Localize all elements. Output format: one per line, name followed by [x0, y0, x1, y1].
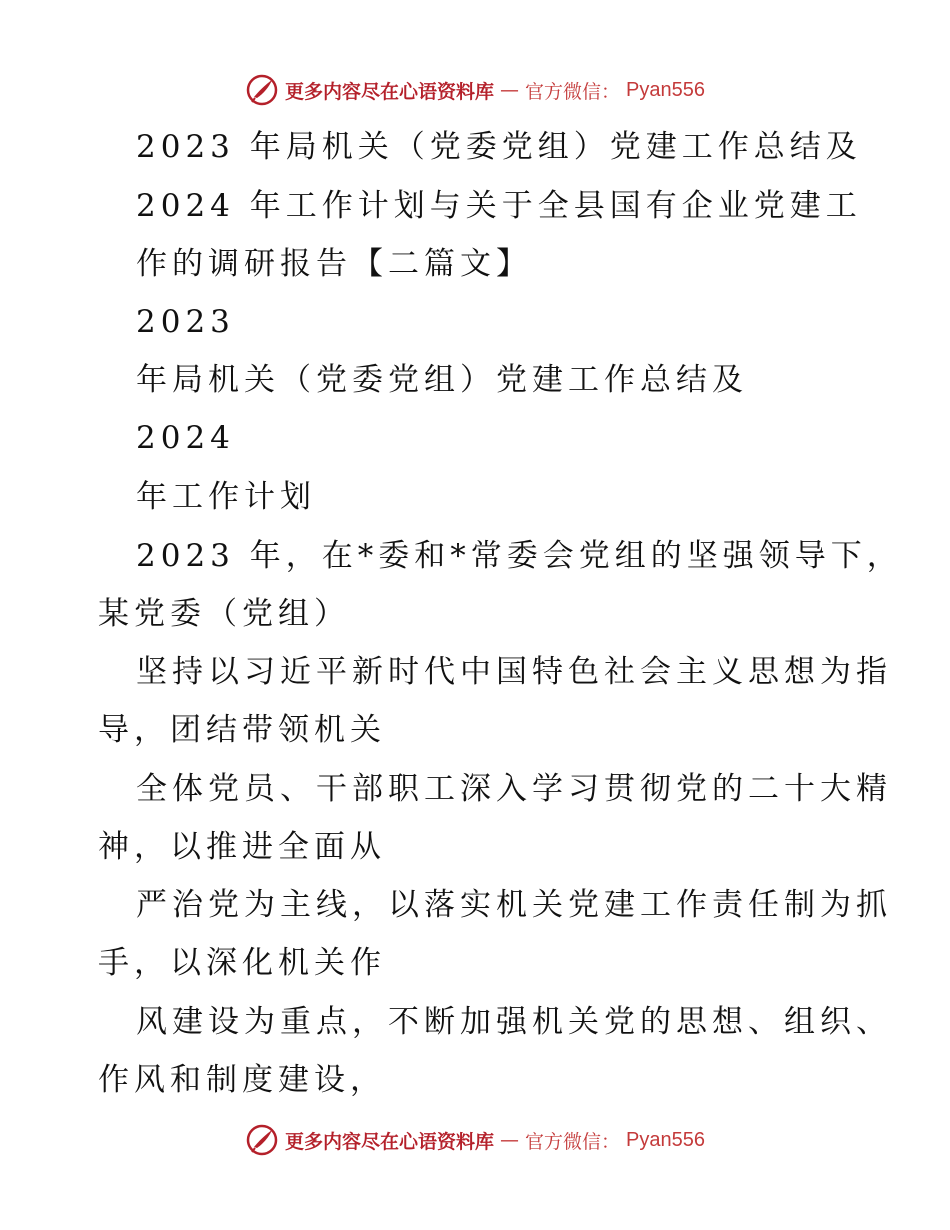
- watermark-text: 更多内容尽在心语资料库: [285, 1130, 495, 1153]
- body-line: 神，以推进全面从: [98, 829, 386, 865]
- footer-watermark: [0, 1120, 950, 1160]
- body-line: 作风和制度建设，: [98, 1062, 386, 1098]
- watermark-account: Pyan556: [626, 1128, 705, 1151]
- title-line-3: 作的调研报告【二篇文】: [136, 246, 532, 282]
- body-line: 全体党员、干部职工深入学习贯彻党的二十大精: [136, 771, 892, 807]
- quill-logo-icon: [245, 73, 279, 107]
- body-line: 风建设为重点，不断加强机关党的思想、组织、: [136, 1004, 892, 1040]
- header-watermark: [0, 70, 950, 110]
- subtitle-year-1: 2023: [136, 304, 235, 340]
- quill-logo-icon: [245, 1123, 279, 1157]
- subtitle-line-1: 年局机关（党委党组）党建工作总结及: [136, 362, 748, 398]
- subtitle-year-2: 2024: [136, 420, 235, 456]
- body-line: 2023 年，在*委和*常委会党组的坚强领导下，: [136, 538, 903, 574]
- watermark-separator: —: [500, 79, 520, 101]
- body-line: 手，以深化机关作: [98, 945, 386, 981]
- title-line-1: 2023 年局机关（党委党组）党建工作总结及: [136, 129, 862, 165]
- body-line: 某党委（党组）: [98, 596, 350, 632]
- watermark-text: 更多内容尽在心语资料库: [285, 80, 495, 103]
- watermark-official-label: 官方微信：: [525, 80, 621, 103]
- watermark-official-label: 官方微信：: [525, 1130, 621, 1153]
- body-line: 导，团结带领机关: [98, 712, 386, 748]
- watermark-account: Pyan556: [626, 78, 705, 101]
- body-line: 坚持以习近平新时代中国特色社会主义思想为指: [136, 654, 892, 690]
- subtitle-line-2: 年工作计划: [136, 479, 316, 515]
- watermark-separator: —: [500, 1129, 520, 1151]
- title-line-2: 2024 年工作计划与关于全县国有企业党建工: [136, 188, 862, 224]
- body-line: 严治党为主线，以落实机关党建工作责任制为抓: [136, 887, 892, 923]
